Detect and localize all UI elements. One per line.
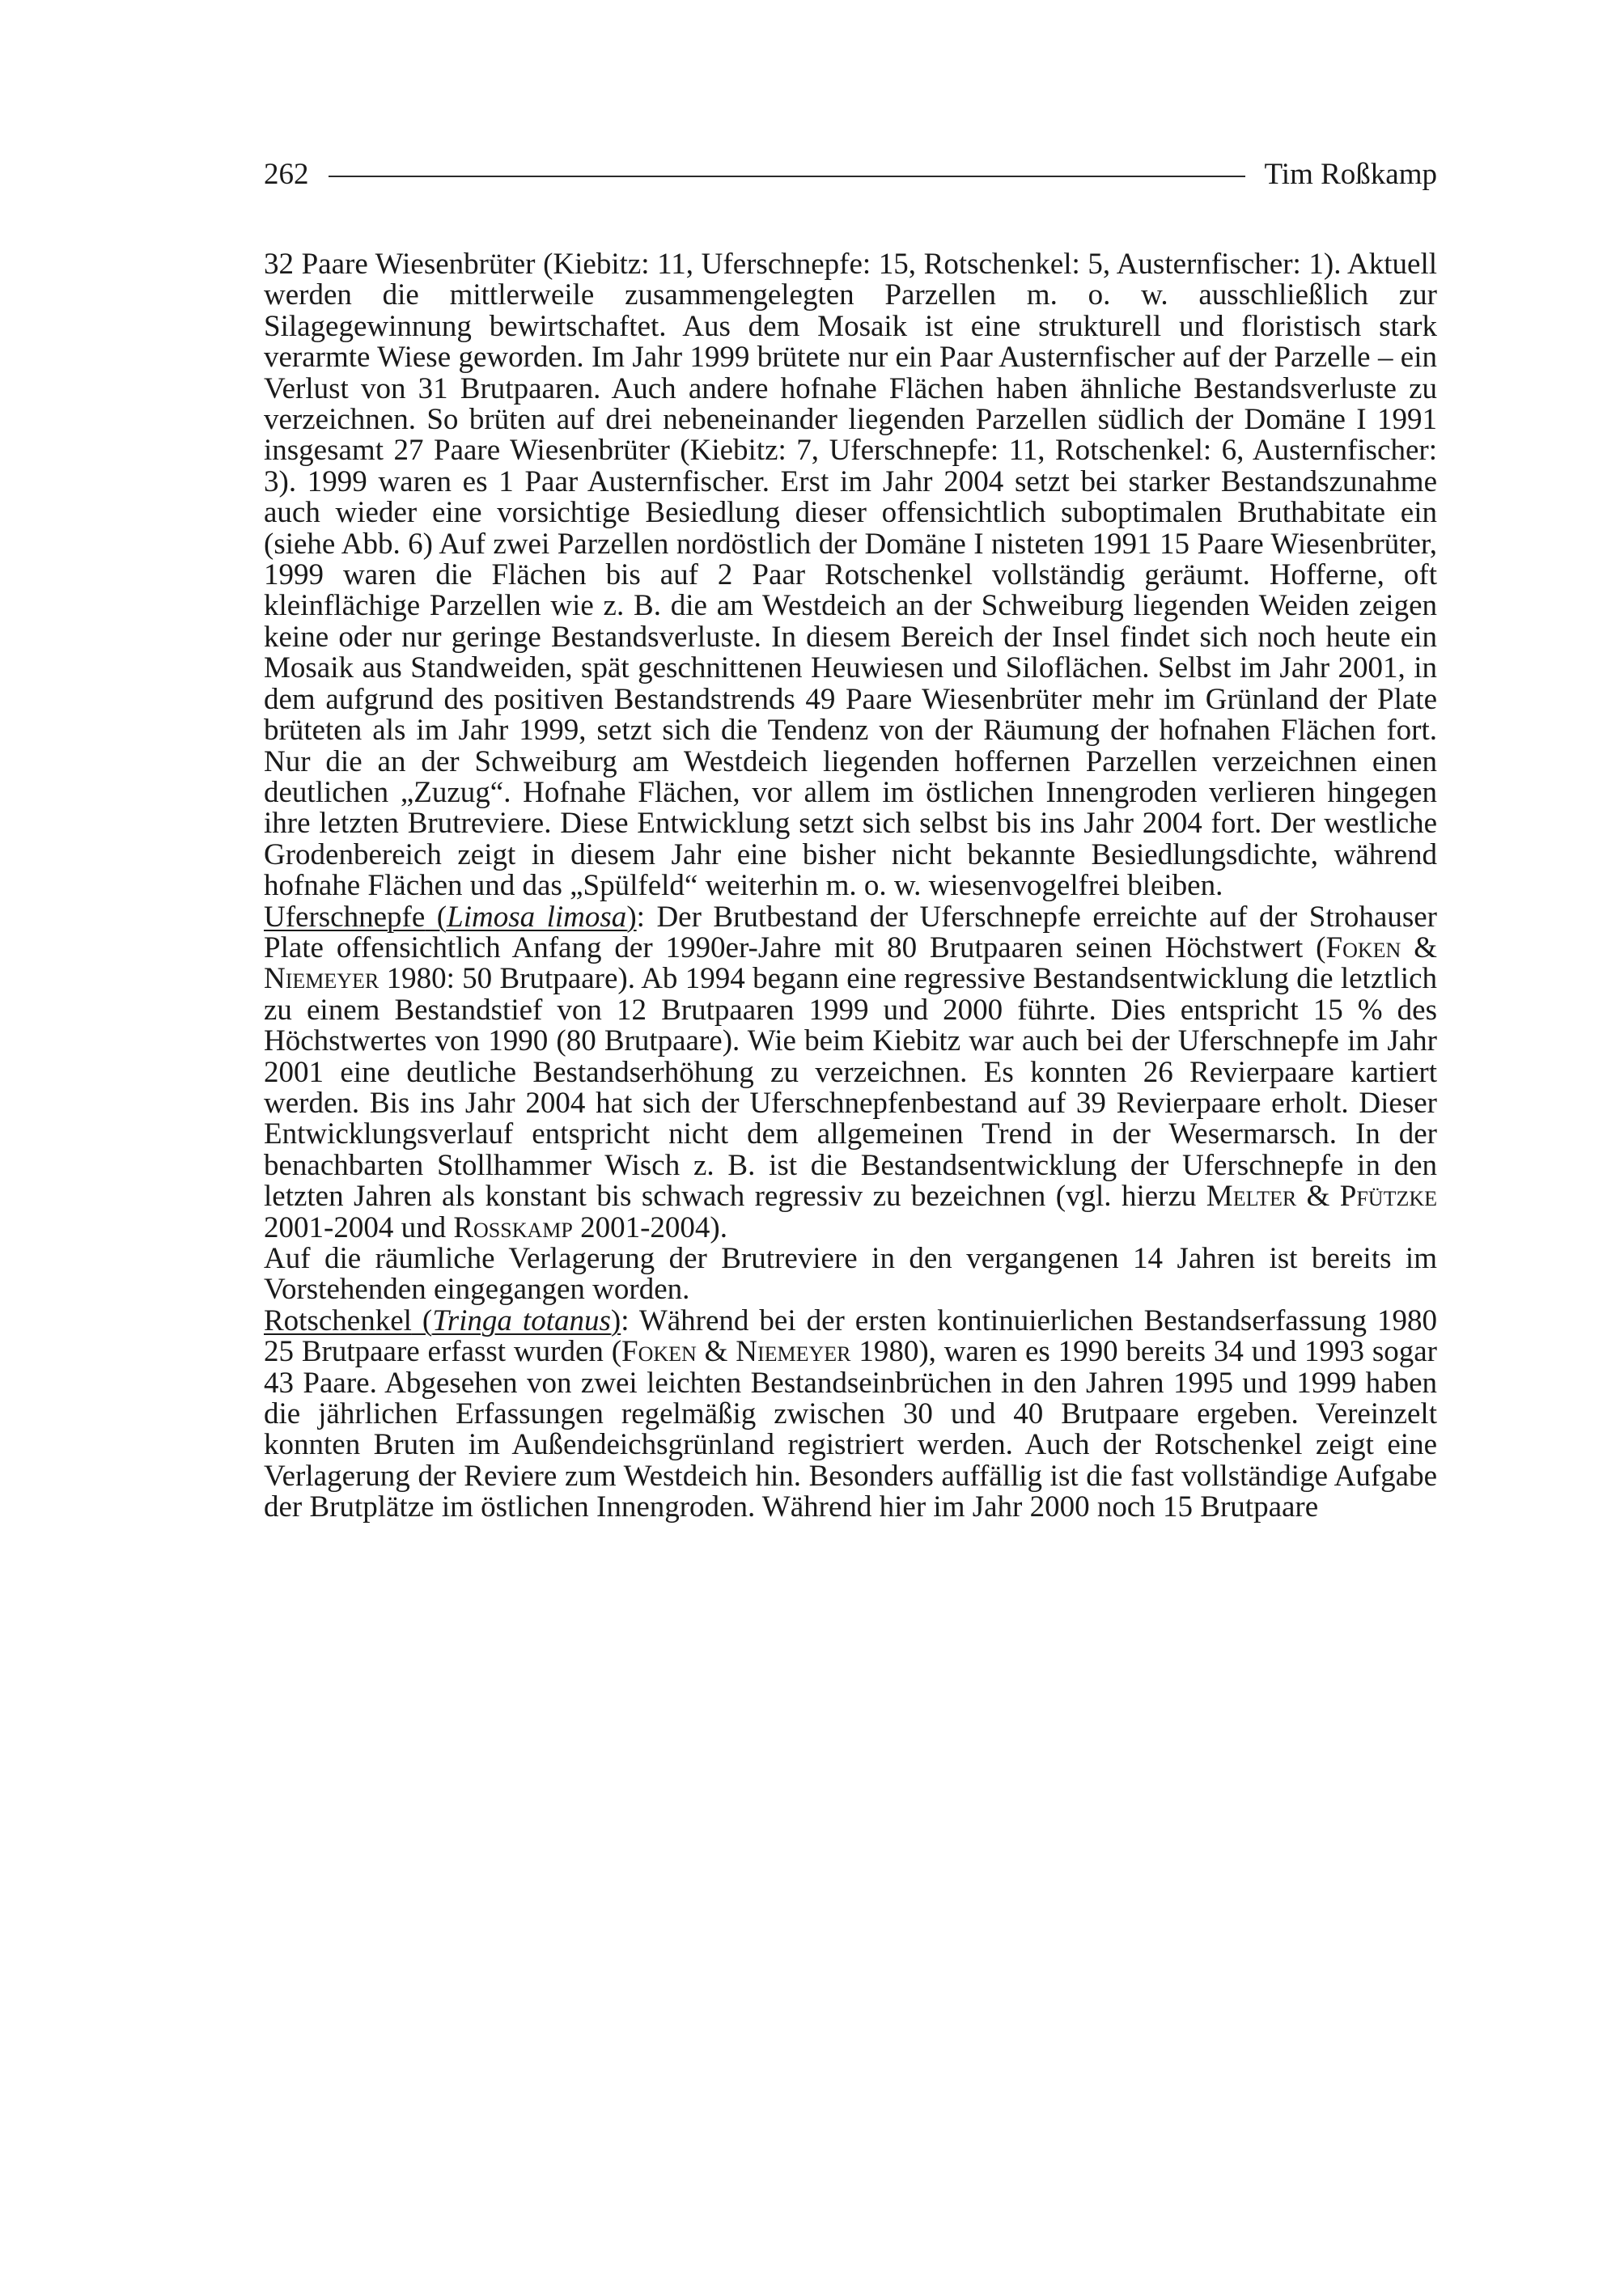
paragraph-text: : Während bei der ersten kontinuierlichen Bestandserfassung 1980 25 Brutpaare erfasst wurden ( <box>264 1303 1437 1369</box>
paragraph-rotschenkel <box>264 1303 1437 1524</box>
species-heading-uferschnepfe: Uferschnepfe (Limosa limosa) <box>264 900 637 934</box>
page <box>264 155 1437 1524</box>
paragraph-text: 2001-2004 und <box>264 1210 454 1244</box>
latin-name: Tringa totanus <box>432 1303 611 1337</box>
paragraph-text: 32 Paare Wiesenbrüter (Kiebitz: 11, Uferschnepfe: 15, Rotschenkel: 5, Austernfischer: 1). Aktuell werden die mittlerweile zusammengelegten Parzellen m. o. w. ausschließlich zur Silagegewinnung bewirtschaftet. Aus dem Mosaik ist eine strukturell und floristisch stark verarmte Wiese geworden. Im Jahr 1999 brütete nur ein Paar Austernfischer auf der Parzelle – ein Verlust von 31 Brutpaaren. Auch andere hofnahe Flächen haben ähnliche Bestandsverluste zu verzeichnen. So brüten auf drei nebeneinander liegenden Parzellen südlich der Domäne I 1991 insgesamt 27 Paare Wiesenbrüter (Kiebitz: 7, Uferschnepfe: 11, Rotschenkel: 6, Austernfischer: 3). 1999 waren es 1 Paar Austernfischer. Erst im Jahr 2004 setzt bei starker Bestandszunahme auch wieder eine vorsichtige Besiedlung dieser offensichtlich suboptimalen Bruthabitate ein (siehe Abb. 6) Auf zwei Parzellen nordöstlich der Domäne I nisteten 1991 15 Paare Wiesenbrüter, 1999 waren die Flächen bis auf 2 Paar Rotschenkel vollständig geräumt. Hofferne, oft kleinflächige Parzellen wie z. B. die am Westdeich an der Schweiburg liegenden Weiden zeigen keine oder nur geringe Bestandsverluste. In diesem Bereich der Insel findet sich noch heute ein Mosaik aus Standweiden, spät geschnittenen Heuwiesen und Siloflächen. Selbst im Jahr 2001, in dem aufgrund des positiven Bestandstrends 49 Paare Wiesenbrüter mehr im Grünland der Plate brüteten als im Jahr 1999, setzt sich die Tendenz von der Räumung der hofnahen Flächen fort. Nur die an der Schweiburg am Westdeich liegenden hoffernen Parzellen verzeichnen einen deutlichen „Zuzug“. Hofnahe Flächen, vor allem im östlichen Innengroden verlieren hingegen ihre letzten Brutreviere. Diese Entwicklung setzt sich selbst bis ins Jahr 2004 fort. Der westliche Grodenbereich zeigt in diesem Jahr eine bisher nicht bekannte Besiedlungsdichte, während hofnahe Flächen und das „Spülfeld“ weiterhin m. o. w. wiesenvogelfrei bleiben. <box>264 248 1437 903</box>
species-name: Rotschenkel <box>264 1303 412 1337</box>
running-head-author: Tim Roßkamp <box>1264 157 1437 191</box>
paragraph-text: Auf die räumliche Verlagerung der Brutreviere in den vergangenen 14 Jahren ist bereits im Vorstehenden eingegangen worden. <box>264 1242 1437 1307</box>
citation-foken-niemeyer: Foken & Niemeyer <box>264 930 1437 996</box>
paragraph-text: : Der Brutbestand der Uferschnepfe erreichte auf der Strohauser Plate offensichtlich Anfang der 1990er-Jahre mit 80 Brutpaaren seinen Höchstwert ( <box>264 900 1438 964</box>
citation-foken-niemeyer: Foken & Niemeyer <box>621 1335 851 1369</box>
latin-name: Limosa limosa <box>447 900 627 934</box>
paragraph-wiesenbrueter <box>264 249 1437 902</box>
paragraph-uferschnepfe <box>264 902 1437 1244</box>
running-head <box>264 155 1437 193</box>
species-name: Uferschnepfe <box>264 900 426 934</box>
header-rule <box>329 176 1245 177</box>
page-number: 262 <box>264 157 309 191</box>
species-heading-rotschenkel: Rotschenkel (Tringa totanus) <box>264 1303 621 1337</box>
body-text <box>264 249 1437 1524</box>
citation-rosskamp: Rosskamp <box>453 1210 573 1244</box>
paragraph-text: 1980: 50 Brutpaare). Ab 1994 begann eine regressive Bestandsentwicklung die letztlich zu einem Bestandstief von 12 Brutpaaren 1999 und 2000 führte. Dies entspricht 15 % des Höchstwertes von 1990 (80 Brutpaare). Wie beim Kiebitz war auch bei der Uferschnepfe im Jahr 2001 eine deutliche Bestandserhöhung zu verzeichnen. Es konnten 26 Revierpaare kartiert werden. Bis ins Jahr 2004 hat sich der Uferschnepfenbestand auf 39 Revierpaare erholt. Dieser Entwicklungsverlauf entspricht nicht dem allgemeinen Trend in der Wesermarsch. In der benachbarten Stollhammer Wisch z. B. ist die Bestandsentwicklung der Uferschnepfe in den letzten Jahren als konstant bis schwach regressiv zu bezeichnen (vgl. hierzu <box>264 962 1437 1214</box>
paragraph-text: 2001-2004). <box>572 1210 727 1244</box>
paragraph-verlagerung <box>264 1244 1437 1306</box>
paragraph-text: 1980), waren es 1990 bereits 34 und 1993 sogar 43 Paare. Abgesehen von zwei leichten Bestandseinbrüchen in den Jahren 1995 und 1999 haben die jährlichen Erfassungen regelmäßig zwischen 30 und 40 Brutpaare ergeben. Vereinzelt konnten Bruten im Außendeichsgrünland registriert werden. Auch der Rotschenkel zeigt eine Verlagerung der Reviere zum Westdeich hin. Besonders auffällig ist die fast vollständige Aufgabe der Brutplätze im östlichen Innengroden. Während hier im Jahr 2000 noch 15 Brutpaare <box>264 1335 1437 1524</box>
citation-melter-pfuetzke: Melter & Pfützke <box>1206 1180 1437 1214</box>
